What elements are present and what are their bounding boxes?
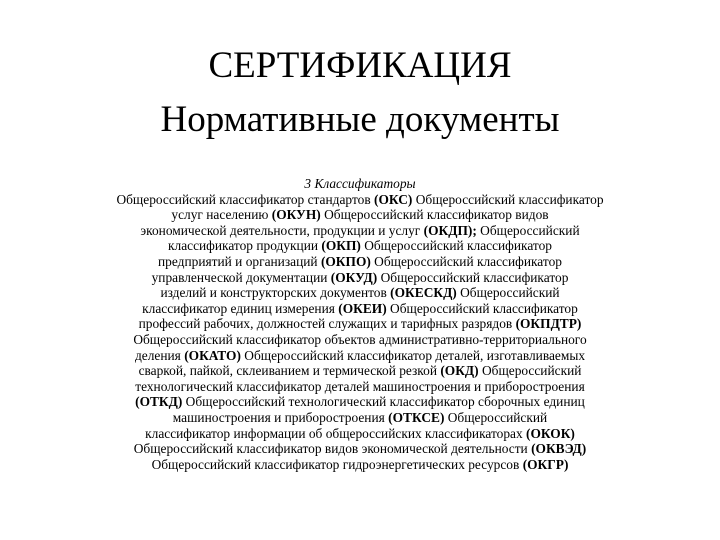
classifier-abbreviation: (ОТКД)	[135, 394, 183, 410]
text-segment: машиностроения и приборостроения	[172, 409, 389, 425]
classifier-abbreviation: (ОКЕСКД)	[390, 285, 457, 301]
text-line	[60, 223, 660, 239]
text-segment: классификатор единиц измерения	[142, 300, 339, 316]
classifier-abbreviation: (ОТКСЕ)	[388, 409, 445, 425]
text-segment: Общероссийский технологический классификатор сборочных единиц	[182, 394, 585, 410]
text-segment: профессий рабочих, должностей служащих и тарифных разрядов	[138, 316, 516, 332]
text-line	[60, 441, 660, 457]
text-segment: Общероссийский классификатор	[386, 300, 578, 316]
text-segment: Общероссийский классификатор деталей, изготавливаемых	[240, 347, 586, 363]
classifier-abbreviation: (ОКС)	[374, 191, 413, 207]
text-segment: Общероссийский классификатор стандартов	[116, 191, 374, 207]
text-line	[60, 192, 660, 208]
text-line	[60, 332, 660, 348]
text-segment: Общероссийский классификатор видов экономической деятельности	[133, 441, 532, 457]
classifier-abbreviation: (ОКВЭД)	[531, 441, 587, 457]
text-line	[60, 410, 660, 426]
text-segment: Общероссийский	[476, 222, 580, 238]
text-segment: услуг населению	[171, 207, 272, 223]
slide-subtitle: Нормативные документы	[160, 99, 560, 140]
text-segment: Общероссийский классификатор	[412, 191, 604, 207]
text-line	[60, 348, 660, 364]
classifier-abbreviation: (ОКОК)	[526, 425, 575, 441]
text-segment: Общероссийский классификатор видов	[320, 207, 549, 223]
text-line	[60, 285, 660, 301]
text-segment: Общероссийский	[478, 363, 582, 379]
text-segment: технологический классификатор деталей машиностроения и приборостроения	[135, 378, 585, 394]
text-segment: предприятий и организаций	[158, 253, 321, 269]
text-line	[60, 426, 660, 442]
slide-title: СЕРТИФИКАЦИЯ	[208, 45, 512, 86]
section-heading: 3 Классификаторы	[304, 176, 416, 191]
text-segment: Общероссийский классификатор гидроэнергетических ресурсов	[151, 456, 523, 472]
classifiers-text-block	[60, 176, 660, 472]
text-segment: Общероссийский	[444, 409, 548, 425]
text-line	[60, 316, 660, 332]
classifier-abbreviation: (ОКУД)	[330, 269, 378, 285]
text-line	[60, 457, 660, 473]
text-segment: Общероссийский классификатор	[370, 253, 562, 269]
classifier-abbreviation: (ОКПДТР)	[515, 316, 582, 332]
text-segment: сваркой, пайкой, склеиванием и термической резкой	[138, 363, 441, 379]
classifier-abbreviation: (ОКП)	[321, 238, 361, 254]
text-segment: изделий и конструкторских документов	[160, 285, 391, 301]
text-line	[60, 394, 660, 410]
text-segment: классификатор информации об общероссийских классификаторах	[145, 425, 527, 441]
text-line	[60, 270, 660, 286]
text-segment: классификатор продукции	[168, 238, 322, 254]
classifier-abbreviation: (ОКДП);	[423, 222, 477, 238]
classifier-abbreviation: (ОКАТО)	[184, 347, 241, 363]
text-segment: управленческой документации	[151, 269, 331, 285]
text-line	[60, 379, 660, 395]
text-segment: Общероссийский классификатор	[360, 238, 552, 254]
classifier-abbreviation: (ОКПО)	[320, 253, 371, 269]
text-line	[60, 207, 660, 223]
text-segment: Общероссийский классификатор	[377, 269, 569, 285]
classifier-abbreviation: (ОКЕИ)	[338, 300, 387, 316]
text-segment: Общероссийский классификатор объектов административно-территориального	[133, 331, 587, 347]
classifier-abbreviation: (ОКУН)	[271, 207, 321, 223]
text-line	[60, 254, 660, 270]
text-line	[60, 301, 660, 317]
text-segment: Общероссийский	[456, 285, 560, 301]
text-segment: деления	[134, 347, 185, 363]
classifier-abbreviation: (ОКД)	[440, 363, 479, 379]
text-line	[60, 363, 660, 379]
classifier-abbreviation: (ОКГР)	[522, 456, 569, 472]
text-line	[60, 238, 660, 254]
text-segment: экономической деятельности, продукции и услуг	[140, 222, 424, 238]
